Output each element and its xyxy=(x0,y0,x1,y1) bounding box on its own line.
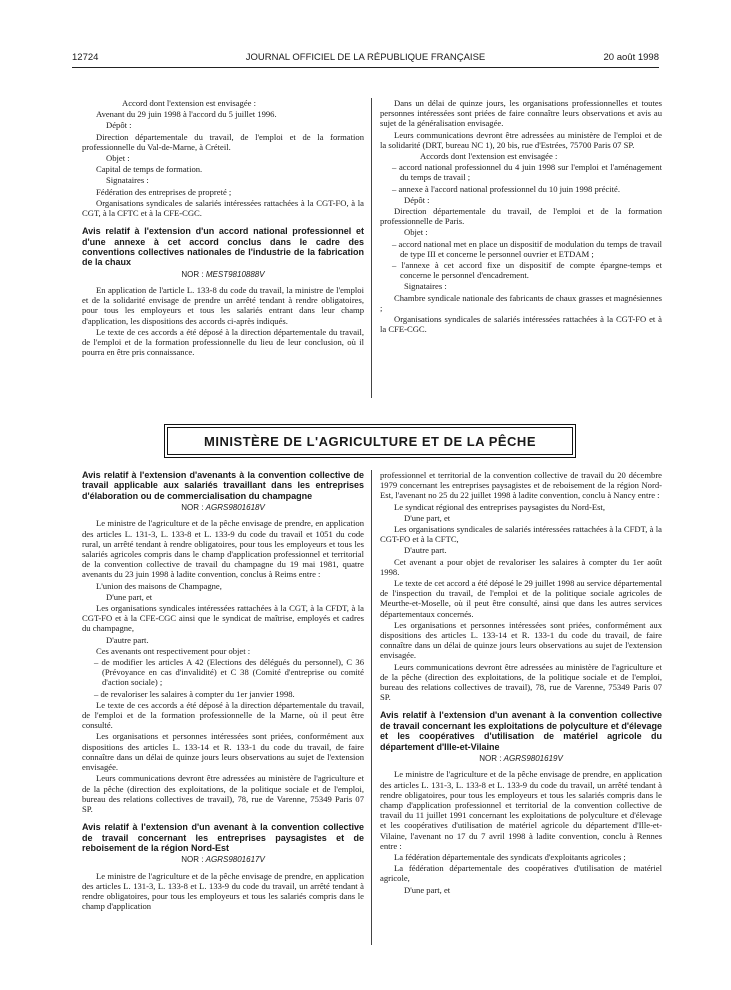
paragraph: Le syndicat régional des entreprises paysagistes du Nord-Est, xyxy=(394,501,605,512)
label: Objet : xyxy=(106,153,130,164)
label: Dépôt : xyxy=(106,120,132,131)
paragraph: Avenant du 29 juin 1998 à l'accord du 5 juillet 1996. xyxy=(96,109,277,120)
header-rule xyxy=(72,67,659,68)
top-left-column xyxy=(82,98,364,358)
paragraph: D'une part, et xyxy=(404,512,451,523)
nor-label: NOR : xyxy=(181,503,204,513)
paragraph: Les organisations et personnes intéressées sont priées, conformément aux dispositions des articles L. 133-14 et R. 133-1 du code du travail, de faire connaître dans un délai de quinze jours leurs observations au sujet de l'extension envisagée. xyxy=(380,619,662,661)
paragraph: Fédération des entreprises de propreté ; xyxy=(96,186,232,197)
paragraph: Organisations syndicales de salariés intéressées rattachées à la CGT-FO et à la CFE-CGC. xyxy=(380,314,662,335)
bottom-right-column xyxy=(380,470,662,896)
paragraph: D'autre part. xyxy=(404,545,447,556)
nor-reference xyxy=(82,503,364,513)
paragraph: La fédération départementale des coopératives d'utilisation de matériel agricole, xyxy=(380,863,662,884)
nor-code: MEST9810888V xyxy=(205,269,265,279)
paragraph: Dans un délai de quinze jours, les organisations professionnelles et toutes personnes intéressées sont priées de faire connaître leurs observations et avis au sujet de la généralisation envisagée. xyxy=(380,98,662,129)
nor-reference xyxy=(82,270,364,280)
list-item: – l'annexe à cet accord fixe un dispositif de compte épargne-temps et concerne le personnel d'encadrement. xyxy=(392,260,662,281)
label: Dépôt : xyxy=(404,194,430,205)
list-item: – de modifier les articles A 42 (Elections des délégués du personnel), C 36 (Prévoyance en cas d'invalidité) et C 38 (Comité d'entreprise ou comité d'action sociale) ; xyxy=(94,657,364,688)
list-item: – accord national professionnel du 4 juin 1998 sur l'emploi et l'aménagement du temps de travail ; xyxy=(392,162,662,183)
bottom-left-column xyxy=(82,470,364,912)
top-right-column xyxy=(380,98,662,335)
paragraph: Leurs communications devront être adressées au ministère de l'emploi et de la solidarité (DRT, bureau NC 1), 20 bis, rue d'Estrées, 75700 Paris 07 SP. xyxy=(380,129,662,150)
label: Accords dont l'extension est envisagée : xyxy=(420,151,558,162)
paragraph: Organisations syndicales de salariés intéressées rattachées à la CGT-FO, à la CGT, à la CFTC et à la CFE-CGC. xyxy=(82,197,364,219)
notice-heading: Avis relatif à l'extension d'un accord national professionnel et d'une annexe à cet accord conclus dans le cadre des conventions collectives nationales de l'industrie de la fabrication de la chaux xyxy=(82,226,364,268)
paragraph: Ces avenants ont respectivement pour objet : xyxy=(96,645,251,656)
paragraph: D'une part, et xyxy=(106,591,153,602)
paragraph: Leurs communications devront être adressées au ministère de l'agriculture et de la pêche (direction des exploitations, de la politique sociale et de l'emploi, bureau des relations collectives de travail), 78, rue de Varenne, 75349 Paris 07 SP. xyxy=(380,661,662,703)
label: Objet : xyxy=(404,227,428,238)
paragraph: Les organisations syndicales intéressées rattachées à la CGT, à la CFDT, à la CGT-FO et à la CFE-CGC ainsi que le syndicat de maîtrise, employés et cadres du champagne, xyxy=(82,603,364,634)
notice-heading: Avis relatif à l'extension d'un avenant à la convention collective de travail concernant les exploitations de polyculture et d'élevage et les coopératives d'utilisation de matériel agricole du département d'Ille-et-Vilaine xyxy=(380,710,662,752)
paragraph: professionnel et territorial de la convention collective de travail du 20 décembre 1979 concernant les entreprises paysagistes et de reboisement de la région Nord-Est, l'avenant no 25 du 22 juillet 1998 à ladite convention, conclu à Nancy entre : xyxy=(380,470,662,501)
paragraph: Le ministre de l'agriculture et de la pêche envisage de prendre, en application des articles L. 131-3, L. 133-8 et L. 133-9 du code du travail et 1051 du code rural, un arrêté tendant à rendre obligatoires, pour tous les employeurs et tous les salariés agricoles compris dans le champ d'application professionnel et territorial de la convention collective de travail du champagne du 19 mai 1981, quatre avenants du 23 juin 1998 à ladite convention, conclus à Reims entre : xyxy=(82,518,364,580)
column-divider xyxy=(371,470,372,945)
paragraph: Direction départementale du travail, de l'emploi et de la formation professionnelle de Paris. xyxy=(380,206,662,227)
paragraph: Capital de temps de formation. xyxy=(96,164,203,175)
paragraph: Leurs communications devront être adressées au ministère de l'agriculture et de la pêche (direction des exploitations, de la politique sociale et de l'emploi, bureau des relations collectives de travail), 78, rue de Varenne, 75349 Paris 07 SP. xyxy=(82,773,364,814)
notice-heading: Avis relatif à l'extension d'avenants à la convention collective de travail applicable aux salariés travaillant dans les entreprises d'élaboration ou de commercialisation du champagne xyxy=(82,470,364,501)
paragraph: Le texte de ces accords a été déposé à la direction départementale du travail, de l'emploi et de la formation professionnelle de la Marne, où il peut être consulté. xyxy=(82,699,364,731)
paragraph: Le texte de cet accord a été déposé le 29 juillet 1998 au service départemental de l'inspection du travail, de l'emploi et de la politique sociale agricoles de Meurthe-et-Moselle, où il peut être consulté, ainsi que dans les autres services départementaux concernés. xyxy=(380,578,662,619)
nor-label: NOR : xyxy=(181,855,204,865)
nor-label: NOR : xyxy=(479,754,502,764)
journal-title: JOURNAL OFFICIEL DE LA RÉPUBLIQUE FRANÇAISE xyxy=(245,52,486,63)
paragraph: La fédération départementale des syndicats d'exploitants agricoles ; xyxy=(394,851,626,862)
nor-label: NOR : xyxy=(181,269,204,279)
paragraph: Le ministre de l'agriculture et de la pêche envisage de prendre, en application des articles L. 131-3, L. 133-8 et L. 133-9 du code du travail, un arrêté tendant à rendre obligatoires, pour tous les employeurs et tous les salariés compris dans le champ d'application xyxy=(82,870,364,912)
paragraph: Accord dont l'extension est envisagée : xyxy=(122,98,256,108)
nor-code: AGRS9801619V xyxy=(503,754,563,764)
paragraph: L'union des maisons de Champagne, xyxy=(96,580,222,591)
page-number: 12724 xyxy=(72,52,99,63)
paragraph: Le texte de ces accords a été déposé à la direction départementale du travail, de l'emploi et de la formation professionnelle du lieu de leur conclusion, où il pourra en être pris connaissance. xyxy=(82,326,364,358)
list-item: – accord national met en place un dispositif de modulation du temps de travail de type III et concerne le personnel ouvrier et ETDAM ; xyxy=(392,238,662,259)
nor-reference xyxy=(380,754,662,764)
paragraph: D'autre part. xyxy=(106,634,149,645)
paragraph: Chambre syndicale nationale des fabricants de chaux grasses et magnésiennes ; xyxy=(380,292,662,313)
label: Signataires : xyxy=(404,281,447,292)
column-divider xyxy=(371,98,372,398)
paragraph: En application de l'article L. 133-8 du code du travail, la ministre de l'emploi et de la solidarité envisage de prendre un arrêté tendant à rendre obligatoires, pour tous les employeurs et tous les salariés entrant dans leur champ d'application, les dispositions des accords ci-après indiqués. xyxy=(82,285,364,326)
paragraph: Le ministre de l'agriculture et de la pêche envisage de prendre, en application des articles L. 131-3, L. 133-8 et L. 133-9 du code du travail, un arrêté tendant à rendre obligatoires, pour tous les employeurs et tous les salariés compris dans le champ d'application professionnel et territorial de la convention collective de travail du 11 juillet 1991 concernant les exploitations de polyculture et d'élevage et les coopératives d'utilisation de matériel agricole du département d'Ille-et-Vilaine, l'avenant no 17 du 7 avril 1998 à ladite convention, conclu à Rennes entre : xyxy=(380,769,662,851)
nor-code: AGRS9801618V xyxy=(205,503,265,513)
paragraph: Direction départementale du travail, de l'emploi et de la formation professionnelle du Val-de-Marne, à Créteil. xyxy=(82,131,364,152)
paragraph: D'une part, et xyxy=(404,884,451,895)
paragraph: Les organisations syndicales de salariés intéressées rattachées à la CFDT, à la CGT-FO et à la CFTC, xyxy=(380,524,662,545)
paragraph: Cet avenant a pour objet de revaloriser les salaires à compter du 1er août 1998. xyxy=(380,556,662,577)
label: Signataires : xyxy=(106,175,149,186)
paragraph: Les organisations et personnes intéressées sont priées, conformément aux dispositions des articles L. 133-14 et R. 133-1 du code du travail, de faire connaître dans un délai de quinze jours leurs observations au sujet de l'extension envisagée. xyxy=(82,731,364,773)
ministry-banner xyxy=(167,427,573,455)
notice-heading: Avis relatif à l'extension d'un avenant à la convention collective de travail concernant les entreprises paysagistes et de reboisement de la région Nord-Est xyxy=(82,822,364,853)
nor-reference xyxy=(82,855,364,865)
page-header xyxy=(72,52,659,66)
ministry-title: MINISTÈRE DE L'AGRICULTURE ET DE LA PÊCHE xyxy=(204,433,536,449)
list-item: – de revaloriser les salaires à compter du 1er janvier 1998. xyxy=(94,688,295,699)
issue-date: 20 août 1998 xyxy=(603,52,659,63)
nor-code: AGRS9801617V xyxy=(205,855,265,865)
list-item: – annexe à l'accord national professionnel du 10 juin 1998 précité. xyxy=(392,183,621,194)
